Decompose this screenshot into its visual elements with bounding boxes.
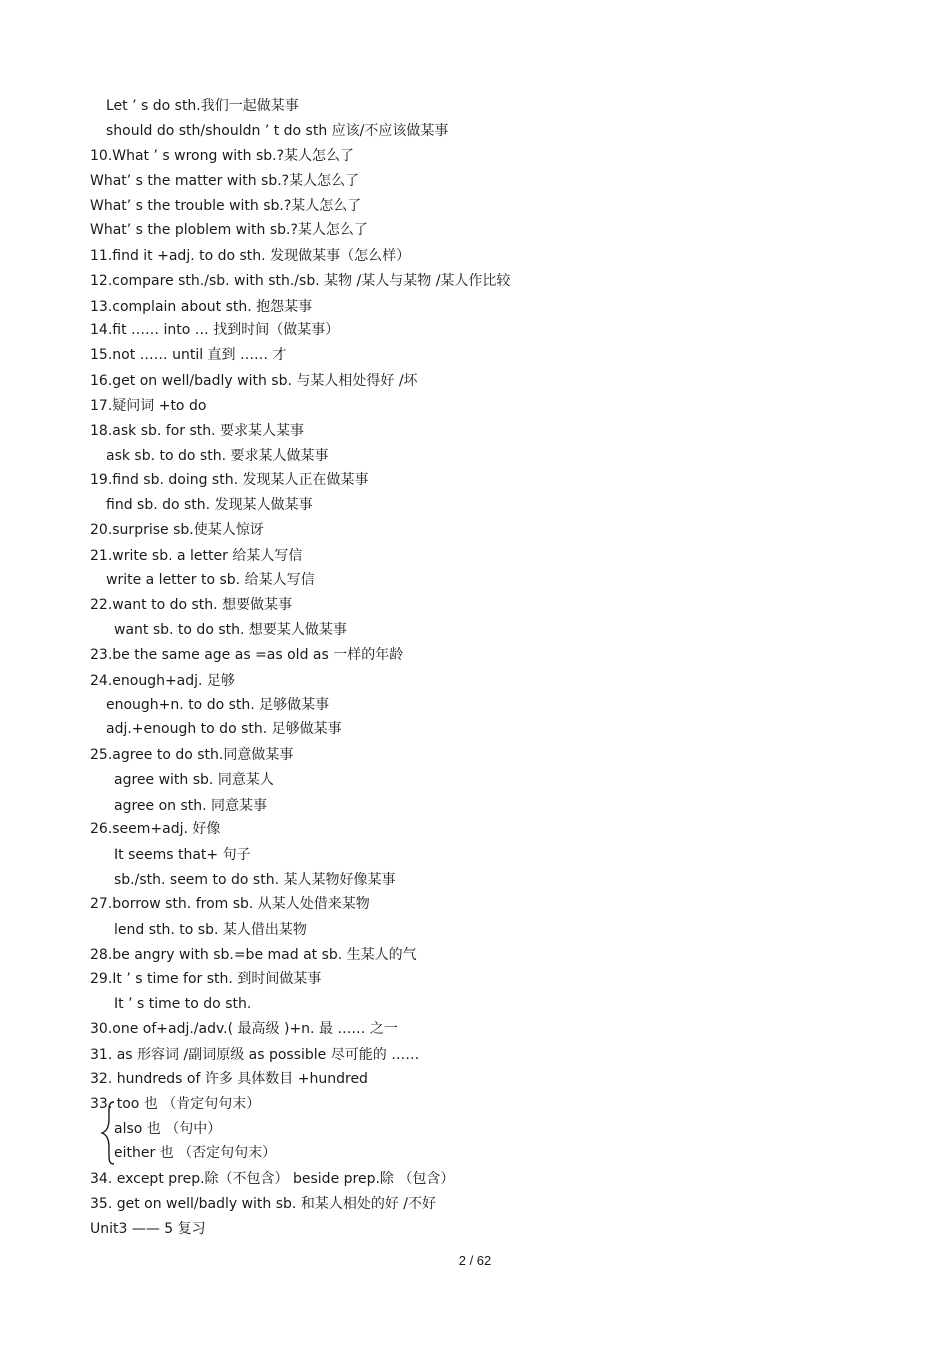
text-line: 26.seem+adj. 好像 [90, 821, 221, 837]
text-line: 27.borrow sth. from sb. 从某人处借来某物 [90, 896, 370, 912]
text-line: 30.one of+adj./adv.( 最高级 )+n. 最 …… 之一 [90, 1021, 398, 1037]
text-line: 10.What ’ s wrong with sb.?某人怎么了 [90, 148, 355, 164]
text-line: 31. as 形容词 /副词原级 as possible 尽可能的 …… [90, 1047, 420, 1063]
text-line: 21.write sb. a letter 给某人写信 [90, 548, 303, 564]
text-line: 35. get on well/badly with sb. 和某人相处的好 /不好 [90, 1196, 436, 1212]
text-line: 11.find it +adj. to do sth. 发现做某事（怎么样） [90, 248, 411, 264]
text-line: adj.+enough to do sth. 足够做某事 [106, 721, 342, 737]
text-line: sb./sth. seem to do sth. 某人某物好像某事 [114, 872, 396, 888]
text-line: 22.want to do sth. 想要做某事 [90, 597, 293, 613]
text-line: agree with sb. 同意某人 [114, 772, 274, 788]
text-line: 18.ask sb. for sth. 要求某人某事 [90, 423, 305, 439]
text-line: 33. too 也 （肯定句句末） [90, 1096, 261, 1112]
text-line: What’ s the matter with sb.?某人怎么了 [90, 173, 360, 189]
text-line: 20.surprise sb.使某人惊讶 [90, 522, 264, 538]
text-line: 19.find sb. doing sth. 发现某人正在做某事 [90, 472, 369, 488]
text-line: 34. except prep.除（不包含） beside prep.除 （包含） [90, 1171, 455, 1187]
text-line: lend sth. to sb. 某人借出某物 [114, 922, 307, 938]
text-line: 13.complain about sth. 抱怨某事 [90, 299, 313, 315]
text-line: 29.It ’ s time for sth. 到时间做某事 [90, 971, 322, 987]
text-line: 25.agree to do sth.同意做某事 [90, 747, 294, 763]
text-line: want sb. to do sth. 想要某人做某事 [114, 622, 347, 638]
text-line: What’ s the ploblem with sb.?某人怎么了 [90, 222, 368, 238]
text-line: 32. hundreds of 许多 具体数目 +hundred [90, 1071, 368, 1087]
text-line: should do sth/shouldn ’ t do sth 应该/不应该做某事 [106, 123, 449, 139]
text-line: 12.compare sth./sb. with sth./sb. 某物 /某人与某物 /某人作比较 [90, 273, 511, 289]
text-line: It ’ s time to do sth. [114, 996, 252, 1012]
text-line: either 也 （否定句句末） [114, 1145, 277, 1161]
text-line: Let ’ s do sth.我们一起做某事 [106, 98, 299, 114]
text-line: also 也 （句中） [114, 1121, 222, 1137]
text-line: enough+n. to do sth. 足够做某事 [106, 697, 330, 713]
text-line: What’ s the trouble with sb.?某人怎么了 [90, 198, 362, 214]
text-line: 23.be the same age as =as old as 一样的年龄 [90, 647, 404, 663]
text-line: 17.疑问词 +to do [90, 398, 207, 414]
text-line: 28.be angry with sb.=be mad at sb. 生某人的气 [90, 947, 417, 963]
text-line: ask sb. to do sth. 要求某人做某事 [106, 448, 329, 464]
text-line: write a letter to sb. 给某人写信 [106, 572, 315, 588]
text-line: Unit3 —— 5 复习 [90, 1221, 206, 1237]
text-line: agree on sth. 同意某事 [114, 798, 268, 814]
text-line: find sb. do sth. 发现某人做某事 [106, 497, 313, 513]
text-line: 14.fit …… into … 找到时间（做某事） [90, 322, 340, 338]
text-line: 16.get on well/badly with sb. 与某人相处得好 /坏 [90, 373, 418, 389]
text-line: It seems that+ 句子 [114, 847, 251, 863]
page-number: 2 / 62 [458, 1253, 492, 1268]
text-line: 15.not …… until 直到 …… 才 [90, 347, 287, 363]
text-line: 24.enough+adj. 足够 [90, 673, 235, 689]
